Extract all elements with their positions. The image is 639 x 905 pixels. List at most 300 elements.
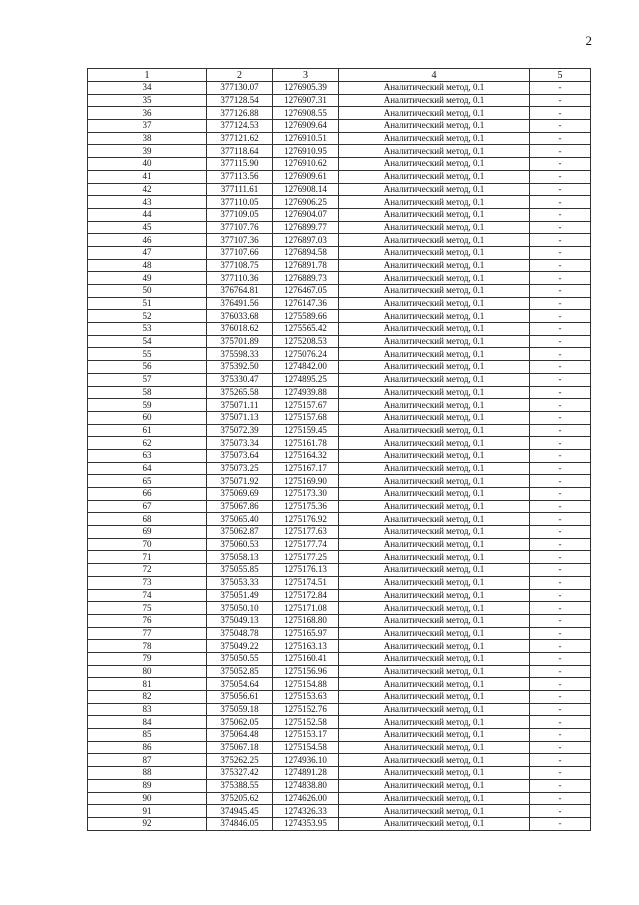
coord-x-cell: 375067.86: [207, 500, 273, 513]
note-cell: -: [530, 449, 591, 462]
table-body: [88, 82, 591, 831]
coord-y-cell: 1274842.00: [273, 361, 339, 374]
coord-y-cell: 1275589.66: [273, 310, 339, 323]
method-cell: Аналитический метод, 0.1: [339, 678, 530, 691]
coord-y-cell: 1275153.63: [273, 691, 339, 704]
coord-y-cell: 1274936.10: [273, 754, 339, 767]
coord-y-cell: 1276897.03: [273, 234, 339, 247]
coord-y-cell: 1275164.32: [273, 449, 339, 462]
note-cell: -: [530, 817, 591, 830]
coord-y-cell: 1275208.53: [273, 335, 339, 348]
method-cell: Аналитический метод, 0.1: [339, 272, 530, 285]
table-row: [88, 323, 591, 336]
coord-y-cell: 1275177.25: [273, 551, 339, 564]
point-number-cell: 54: [88, 335, 207, 348]
coord-x-cell: 376491.56: [207, 297, 273, 310]
note-cell: -: [530, 323, 591, 336]
coord-x-cell: 375059.18: [207, 703, 273, 716]
coord-y-cell: 1275176.13: [273, 564, 339, 577]
header-col-1: 1: [88, 69, 207, 82]
coord-x-cell: 375069.69: [207, 488, 273, 501]
coord-x-cell: 377126.88: [207, 107, 273, 120]
coord-y-cell: 1275161.78: [273, 437, 339, 450]
table-row: [88, 703, 591, 716]
method-cell: Аналитический метод, 0.1: [339, 640, 530, 653]
point-number-cell: 69: [88, 526, 207, 539]
point-number-cell: 87: [88, 754, 207, 767]
method-cell: Аналитический метод, 0.1: [339, 183, 530, 196]
table-row: [88, 741, 591, 754]
note-cell: -: [530, 297, 591, 310]
coord-x-cell: 375598.33: [207, 348, 273, 361]
table-row: [88, 488, 591, 501]
method-cell: Аналитический метод, 0.1: [339, 94, 530, 107]
method-cell: Аналитический метод, 0.1: [339, 120, 530, 133]
header-col-2: 2: [207, 69, 273, 82]
method-cell: Аналитический метод, 0.1: [339, 82, 530, 95]
method-cell: Аналитический метод, 0.1: [339, 817, 530, 830]
coord-x-cell: 375060.53: [207, 538, 273, 551]
table-row: [88, 246, 591, 259]
header-col-5: 5: [530, 69, 591, 82]
point-number-cell: 73: [88, 576, 207, 589]
point-number-cell: 37: [88, 120, 207, 133]
coord-y-cell: 1275175.36: [273, 500, 339, 513]
note-cell: -: [530, 310, 591, 323]
coord-x-cell: 377121.62: [207, 132, 273, 145]
coord-y-cell: 1275152.58: [273, 716, 339, 729]
note-cell: -: [530, 411, 591, 424]
coord-y-cell: 1275154.88: [273, 678, 339, 691]
coord-x-cell: 377110.05: [207, 196, 273, 209]
point-number-cell: 70: [88, 538, 207, 551]
coord-x-cell: 375052.85: [207, 665, 273, 678]
coord-y-cell: 1276147.36: [273, 297, 339, 310]
point-number-cell: 48: [88, 259, 207, 272]
method-cell: Аналитический метод, 0.1: [339, 221, 530, 234]
table-row: [88, 310, 591, 323]
table-row: [88, 817, 591, 830]
point-number-cell: 55: [88, 348, 207, 361]
coord-x-cell: 375327.42: [207, 767, 273, 780]
method-cell: Аналитический метод, 0.1: [339, 170, 530, 183]
coord-x-cell: 374846.05: [207, 817, 273, 830]
table-row: [88, 729, 591, 742]
point-number-cell: 92: [88, 817, 207, 830]
table-row: [88, 627, 591, 640]
method-cell: Аналитический метод, 0.1: [339, 348, 530, 361]
coord-x-cell: 375071.13: [207, 411, 273, 424]
coord-y-cell: 1274353.95: [273, 817, 339, 830]
point-number-cell: 88: [88, 767, 207, 780]
coord-y-cell: 1276905.39: [273, 82, 339, 95]
method-cell: Аналитический метод, 0.1: [339, 805, 530, 818]
point-number-cell: 52: [88, 310, 207, 323]
method-cell: Аналитический метод, 0.1: [339, 107, 530, 120]
point-number-cell: 85: [88, 729, 207, 742]
note-cell: -: [530, 94, 591, 107]
method-cell: Аналитический метод, 0.1: [339, 335, 530, 348]
coord-y-cell: 1276910.51: [273, 132, 339, 145]
point-number-cell: 77: [88, 627, 207, 640]
coord-y-cell: 1276908.55: [273, 107, 339, 120]
coord-x-cell: 377124.53: [207, 120, 273, 133]
note-cell: -: [530, 640, 591, 653]
coord-x-cell: 375062.05: [207, 716, 273, 729]
note-cell: -: [530, 399, 591, 412]
coord-x-cell: 375064.48: [207, 729, 273, 742]
method-cell: Аналитический метод, 0.1: [339, 551, 530, 564]
table-row: [88, 538, 591, 551]
point-number-cell: 59: [88, 399, 207, 412]
method-cell: Аналитический метод, 0.1: [339, 741, 530, 754]
table-row: [88, 640, 591, 653]
table-row: [88, 614, 591, 627]
note-cell: -: [530, 767, 591, 780]
method-cell: Аналитический метод, 0.1: [339, 779, 530, 792]
coord-x-cell: 376764.81: [207, 285, 273, 298]
table-row: [88, 361, 591, 374]
note-cell: -: [530, 158, 591, 171]
point-number-cell: 61: [88, 424, 207, 437]
method-cell: Аналитический метод, 0.1: [339, 424, 530, 437]
coord-y-cell: 1275076.24: [273, 348, 339, 361]
coord-x-cell: 377111.61: [207, 183, 273, 196]
coord-y-cell: 1275169.90: [273, 475, 339, 488]
point-number-cell: 35: [88, 94, 207, 107]
point-number-cell: 79: [88, 652, 207, 665]
note-cell: -: [530, 691, 591, 704]
table-row: [88, 767, 591, 780]
coord-x-cell: 375050.55: [207, 652, 273, 665]
point-number-cell: 86: [88, 741, 207, 754]
coord-x-cell: 377113.56: [207, 170, 273, 183]
coord-x-cell: 375071.11: [207, 399, 273, 412]
point-number-cell: 65: [88, 475, 207, 488]
note-cell: -: [530, 285, 591, 298]
method-cell: Аналитический метод, 0.1: [339, 145, 530, 158]
coord-y-cell: 1276908.14: [273, 183, 339, 196]
note-cell: -: [530, 779, 591, 792]
table-row: [88, 259, 591, 272]
note-cell: -: [530, 462, 591, 475]
note-cell: -: [530, 792, 591, 805]
coord-y-cell: 1275160.41: [273, 652, 339, 665]
method-cell: Аналитический метод, 0.1: [339, 576, 530, 589]
table-row: [88, 145, 591, 158]
table-row: [88, 297, 591, 310]
point-number-cell: 63: [88, 449, 207, 462]
note-cell: -: [530, 234, 591, 247]
coord-y-cell: 1275172.84: [273, 589, 339, 602]
point-number-cell: 89: [88, 779, 207, 792]
method-cell: Аналитический метод, 0.1: [339, 564, 530, 577]
coord-y-cell: 1276904.07: [273, 208, 339, 221]
method-cell: Аналитический метод, 0.1: [339, 196, 530, 209]
note-cell: -: [530, 500, 591, 513]
coord-x-cell: 375048.78: [207, 627, 273, 640]
header-col-4: 4: [339, 69, 530, 82]
coord-y-cell: 1276889.73: [273, 272, 339, 285]
method-cell: Аналитический метод, 0.1: [339, 208, 530, 221]
note-cell: -: [530, 703, 591, 716]
coord-y-cell: 1275565.42: [273, 323, 339, 336]
table-row: [88, 437, 591, 450]
note-cell: -: [530, 614, 591, 627]
coord-y-cell: 1276467.05: [273, 285, 339, 298]
coord-x-cell: 377128.54: [207, 94, 273, 107]
note-cell: -: [530, 805, 591, 818]
coord-y-cell: 1274838.80: [273, 779, 339, 792]
table-row: [88, 652, 591, 665]
table-row: [88, 411, 591, 424]
coord-x-cell: 375056.61: [207, 691, 273, 704]
note-cell: -: [530, 488, 591, 501]
method-cell: Аналитический метод, 0.1: [339, 449, 530, 462]
table-row: [88, 449, 591, 462]
coord-y-cell: 1275163.13: [273, 640, 339, 653]
table-row: [88, 665, 591, 678]
coord-x-cell: 375073.25: [207, 462, 273, 475]
table-row: [88, 805, 591, 818]
point-number-cell: 60: [88, 411, 207, 424]
method-cell: Аналитический метод, 0.1: [339, 513, 530, 526]
point-number-cell: 45: [88, 221, 207, 234]
coord-y-cell: 1276907.31: [273, 94, 339, 107]
coord-x-cell: 375071.92: [207, 475, 273, 488]
coord-y-cell: 1275156.96: [273, 665, 339, 678]
coord-x-cell: 375053.33: [207, 576, 273, 589]
coord-x-cell: 377107.36: [207, 234, 273, 247]
note-cell: -: [530, 183, 591, 196]
point-number-cell: 82: [88, 691, 207, 704]
table-row: [88, 792, 591, 805]
point-number-cell: 62: [88, 437, 207, 450]
point-number-cell: 43: [88, 196, 207, 209]
note-cell: -: [530, 120, 591, 133]
note-cell: -: [530, 82, 591, 95]
table-header-row: [88, 69, 591, 82]
note-cell: -: [530, 272, 591, 285]
table-row: [88, 500, 591, 513]
note-cell: -: [530, 652, 591, 665]
point-number-cell: 91: [88, 805, 207, 818]
coord-x-cell: 375051.49: [207, 589, 273, 602]
coord-x-cell: 375062.87: [207, 526, 273, 539]
point-number-cell: 81: [88, 678, 207, 691]
coord-y-cell: 1275171.08: [273, 602, 339, 615]
coord-y-cell: 1276910.95: [273, 145, 339, 158]
note-cell: -: [530, 348, 591, 361]
coord-x-cell: 375265.58: [207, 386, 273, 399]
table-row: [88, 158, 591, 171]
method-cell: Аналитический метод, 0.1: [339, 691, 530, 704]
method-cell: Аналитический метод, 0.1: [339, 652, 530, 665]
method-cell: Аналитический метод, 0.1: [339, 716, 530, 729]
method-cell: Аналитический метод, 0.1: [339, 234, 530, 247]
coord-y-cell: 1275173.30: [273, 488, 339, 501]
note-cell: -: [530, 538, 591, 551]
note-cell: -: [530, 551, 591, 564]
coord-x-cell: 375205.62: [207, 792, 273, 805]
coord-x-cell: 375054.64: [207, 678, 273, 691]
coord-y-cell: 1275157.67: [273, 399, 339, 412]
table-row: [88, 462, 591, 475]
coordinates-table: [87, 68, 591, 831]
table-row: [88, 221, 591, 234]
method-cell: Аналитический метод, 0.1: [339, 285, 530, 298]
coord-y-cell: 1275153.17: [273, 729, 339, 742]
note-cell: -: [530, 361, 591, 374]
method-cell: Аналитический метод, 0.1: [339, 411, 530, 424]
coord-x-cell: 377108.75: [207, 259, 273, 272]
table-row: [88, 424, 591, 437]
method-cell: Аналитический метод, 0.1: [339, 158, 530, 171]
coord-y-cell: 1276894.58: [273, 246, 339, 259]
point-number-cell: 66: [88, 488, 207, 501]
note-cell: -: [530, 437, 591, 450]
method-cell: Аналитический метод, 0.1: [339, 754, 530, 767]
coord-y-cell: 1275176.92: [273, 513, 339, 526]
point-number-cell: 42: [88, 183, 207, 196]
coord-x-cell: 375050.10: [207, 602, 273, 615]
method-cell: Аналитический метод, 0.1: [339, 665, 530, 678]
table-row: [88, 678, 591, 691]
note-cell: -: [530, 589, 591, 602]
point-number-cell: 78: [88, 640, 207, 653]
coord-x-cell: 375055.85: [207, 564, 273, 577]
coord-x-cell: 375073.64: [207, 449, 273, 462]
point-number-cell: 58: [88, 386, 207, 399]
note-cell: -: [530, 132, 591, 145]
point-number-cell: 56: [88, 361, 207, 374]
table-row: [88, 475, 591, 488]
table-row: [88, 208, 591, 221]
note-cell: -: [530, 665, 591, 678]
coord-y-cell: 1275177.74: [273, 538, 339, 551]
point-number-cell: 38: [88, 132, 207, 145]
table-row: [88, 132, 591, 145]
note-cell: -: [530, 259, 591, 272]
method-cell: Аналитический метод, 0.1: [339, 361, 530, 374]
method-cell: Аналитический метод, 0.1: [339, 729, 530, 742]
point-number-cell: 40: [88, 158, 207, 171]
method-cell: Аналитический метод, 0.1: [339, 475, 530, 488]
table-row: [88, 285, 591, 298]
method-cell: Аналитический метод, 0.1: [339, 767, 530, 780]
coord-x-cell: 377107.66: [207, 246, 273, 259]
point-number-cell: 39: [88, 145, 207, 158]
note-cell: -: [530, 475, 591, 488]
note-cell: -: [530, 221, 591, 234]
method-cell: Аналитический метод, 0.1: [339, 310, 530, 323]
point-number-cell: 68: [88, 513, 207, 526]
coord-y-cell: 1275157.68: [273, 411, 339, 424]
coord-y-cell: 1276899.77: [273, 221, 339, 234]
note-cell: -: [530, 576, 591, 589]
point-number-cell: 84: [88, 716, 207, 729]
coord-x-cell: 377109.05: [207, 208, 273, 221]
method-cell: Аналитический метод, 0.1: [339, 462, 530, 475]
coord-y-cell: 1274939.88: [273, 386, 339, 399]
point-number-cell: 76: [88, 614, 207, 627]
point-number-cell: 75: [88, 602, 207, 615]
coord-x-cell: 375330.47: [207, 373, 273, 386]
coord-x-cell: 375067.18: [207, 741, 273, 754]
point-number-cell: 72: [88, 564, 207, 577]
note-cell: -: [530, 716, 591, 729]
point-number-cell: 47: [88, 246, 207, 259]
point-number-cell: 50: [88, 285, 207, 298]
note-cell: -: [530, 246, 591, 259]
point-number-cell: 74: [88, 589, 207, 602]
method-cell: Аналитический метод, 0.1: [339, 538, 530, 551]
coord-x-cell: 377130.07: [207, 82, 273, 95]
coord-y-cell: 1275154.58: [273, 741, 339, 754]
method-cell: Аналитический метод, 0.1: [339, 297, 530, 310]
coord-x-cell: 375073.34: [207, 437, 273, 450]
note-cell: -: [530, 513, 591, 526]
table-row: [88, 107, 591, 120]
method-cell: Аналитический метод, 0.1: [339, 437, 530, 450]
coord-x-cell: 375701.89: [207, 335, 273, 348]
table-row: [88, 94, 591, 107]
note-cell: -: [530, 526, 591, 539]
point-number-cell: 36: [88, 107, 207, 120]
note-cell: -: [530, 729, 591, 742]
point-number-cell: 67: [88, 500, 207, 513]
coord-x-cell: 376018.62: [207, 323, 273, 336]
note-cell: -: [530, 335, 591, 348]
coord-y-cell: 1275165.97: [273, 627, 339, 640]
coord-x-cell: 375392.50: [207, 361, 273, 374]
point-number-cell: 57: [88, 373, 207, 386]
coord-x-cell: 374945.45: [207, 805, 273, 818]
coord-y-cell: 1275177.63: [273, 526, 339, 539]
method-cell: Аналитический метод, 0.1: [339, 602, 530, 615]
coord-y-cell: 1275159.45: [273, 424, 339, 437]
method-cell: Аналитический метод, 0.1: [339, 526, 530, 539]
point-number-cell: 34: [88, 82, 207, 95]
note-cell: -: [530, 678, 591, 691]
point-number-cell: 51: [88, 297, 207, 310]
note-cell: -: [530, 196, 591, 209]
coord-y-cell: 1274326.33: [273, 805, 339, 818]
coord-x-cell: 375072.39: [207, 424, 273, 437]
note-cell: -: [530, 754, 591, 767]
note-cell: -: [530, 741, 591, 754]
point-number-cell: 83: [88, 703, 207, 716]
table-row: [88, 82, 591, 95]
note-cell: -: [530, 424, 591, 437]
note-cell: -: [530, 107, 591, 120]
point-number-cell: 49: [88, 272, 207, 285]
table-row: [88, 754, 591, 767]
method-cell: Аналитический метод, 0.1: [339, 614, 530, 627]
method-cell: Аналитический метод, 0.1: [339, 323, 530, 336]
point-number-cell: 44: [88, 208, 207, 221]
table-row: [88, 348, 591, 361]
coord-y-cell: 1275168.80: [273, 614, 339, 627]
table-row: [88, 196, 591, 209]
method-cell: Аналитический метод, 0.1: [339, 589, 530, 602]
table-row: [88, 399, 591, 412]
method-cell: Аналитический метод, 0.1: [339, 259, 530, 272]
note-cell: -: [530, 602, 591, 615]
coord-x-cell: 375049.13: [207, 614, 273, 627]
coord-y-cell: 1276891.78: [273, 259, 339, 272]
table-row: [88, 272, 591, 285]
